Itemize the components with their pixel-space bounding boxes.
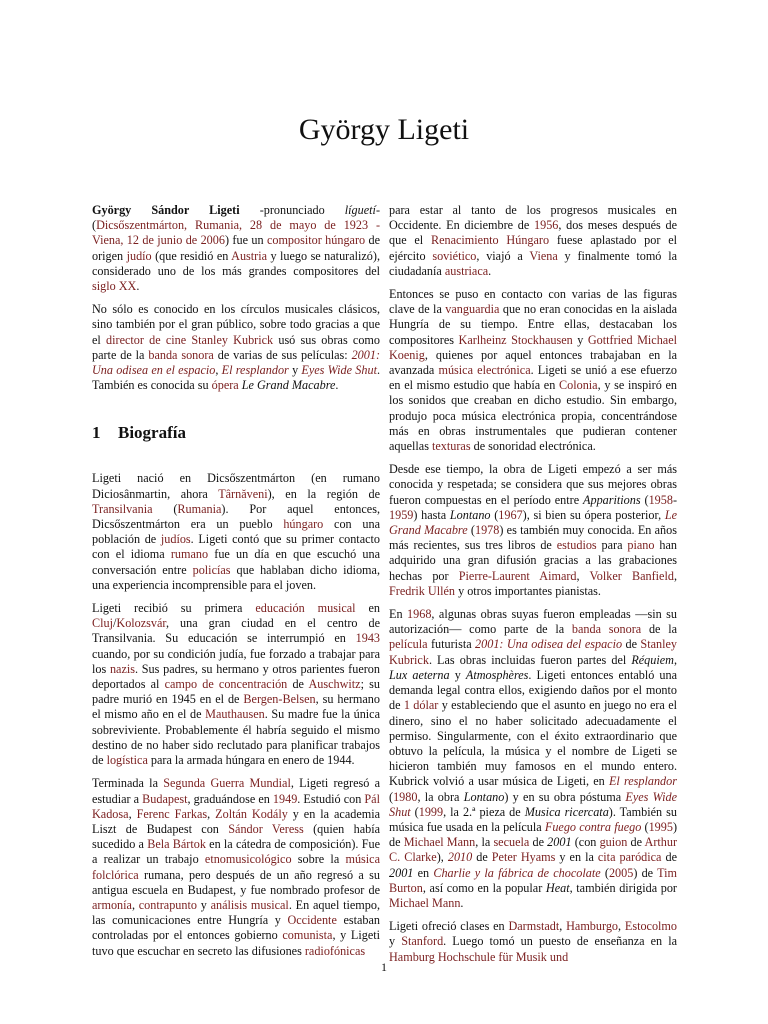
section-heading <box>92 422 380 444</box>
text-run: , quienes por aquel entonces trabajaban en la avanzada <box>389 347 677 378</box>
text-run: en <box>413 865 434 880</box>
text-run: . <box>136 279 140 294</box>
text-run: y finalmente tomó la ciudadanía <box>389 248 678 278</box>
text-run: . También es conocida su <box>92 363 381 393</box>
link[interactable]: Ferenc Farkas <box>136 806 208 821</box>
text-run: , <box>131 897 139 912</box>
text-run: y otros importantes pianistas. <box>455 583 601 598</box>
text-run: - ( <box>92 203 380 233</box>
text-run: . Sus padres, su hermano y otros parientes fueron deportados al <box>92 661 380 692</box>
page-title: György Ligeti <box>298 113 470 146</box>
link[interactable]: 1968 <box>407 607 432 622</box>
text-run: ( <box>640 492 649 507</box>
text-run: ) hasta <box>413 507 450 522</box>
text-run: y luego se naturalizó), considerado uno de los más grandes compositores del <box>92 248 381 278</box>
link[interactable]: música electrónica <box>438 363 531 378</box>
biography-paragraphs <box>92 471 380 958</box>
link[interactable]: 1956 <box>534 218 559 233</box>
link[interactable]: Hamburg Hochschule für Musik und <box>389 949 569 964</box>
text-run: , así como en la popular <box>422 880 546 895</box>
text-run: . En aquel tiempo, las comunicaciones entre Hungría y <box>92 897 380 928</box>
link[interactable]: austriaca <box>444 263 489 278</box>
text-run: , la obra <box>417 789 464 804</box>
section-title: Biografía <box>118 423 186 443</box>
text-run: (que residió en <box>151 248 232 263</box>
text-run: en <box>355 601 380 616</box>
link[interactable]: cita paródica <box>597 850 662 865</box>
paragraph <box>92 776 380 958</box>
text-run: Terminada la <box>92 776 164 791</box>
text-run: , <box>576 568 590 583</box>
link[interactable]: Karlheinz Stockhausen <box>458 332 573 347</box>
link[interactable]: Eyes Wide Shut <box>301 363 377 378</box>
text-run: ( <box>152 501 178 516</box>
text-run: (quien había sucedido a <box>92 821 380 852</box>
link[interactable]: El resplandor <box>221 363 289 378</box>
link[interactable]: 1943 <box>355 631 380 646</box>
link[interactable]: El resplandor <box>608 774 677 789</box>
text-run: ), <box>436 850 448 865</box>
link[interactable]: 1978 <box>474 523 500 538</box>
text-run: de <box>627 835 645 850</box>
text-run: Desde ese tiempo, la obra de Ligeti empezó a ser más conocida y respetada; se considera que sus mejores obras fueron compuestas en el período entre <box>389 462 677 507</box>
page-number: 1 <box>381 960 387 974</box>
text-run: de la <box>641 622 678 637</box>
link[interactable]: judío <box>126 248 152 263</box>
link[interactable]: 2005 <box>608 865 634 880</box>
text-run: , <box>128 806 137 821</box>
text-run: estaban controladas por el entonces gobierno <box>92 913 381 943</box>
link[interactable]: 1958 <box>648 492 673 507</box>
text-run: Ligeti ofreció clases en <box>389 919 509 934</box>
text-run: ) y en su obra póstuma <box>504 789 626 804</box>
link[interactable]: Colonia <box>559 378 598 393</box>
link[interactable]: Tim Burton <box>389 865 677 895</box>
text-run: ) es también muy conocida. En años más recientes, sus tres libros de <box>389 523 677 553</box>
link[interactable]: Darmstadt <box>508 919 560 934</box>
text-run: , graduándose en <box>187 791 273 806</box>
paragraph <box>92 471 380 593</box>
text-run: líguetí <box>344 203 376 217</box>
link[interactable]: análisis musical <box>210 897 289 912</box>
link[interactable]: Arthur C. Clarke <box>389 835 678 865</box>
link[interactable]: música folclórica <box>92 852 380 882</box>
text-run: para <box>596 538 628 553</box>
link[interactable]: campo de concentración <box>164 677 288 692</box>
link[interactable]: piano <box>627 538 655 553</box>
text-run: fue un día en que escuchó una conversación entre <box>92 547 380 577</box>
text-run: György Sándor Ligeti <box>92 203 240 217</box>
text-run: . <box>335 378 339 393</box>
text-run: y <box>196 897 211 912</box>
text-run: - <box>672 492 678 507</box>
link[interactable]: húngaro <box>283 517 324 532</box>
link[interactable]: 1999 <box>418 804 444 819</box>
link[interactable]: Kolozsvár <box>116 616 166 631</box>
text-run: en la cátedra de composición). Fue a realizar un trabajo <box>92 837 380 867</box>
link[interactable]: Mauthausen <box>205 707 265 722</box>
text-run: ; su padre murió en 1945 en el de <box>92 677 380 707</box>
text-run: , Ligeti regresó a estudiar a <box>92 776 380 806</box>
text-run: ( <box>410 804 419 819</box>
link[interactable]: Le Grand Macabre <box>389 507 678 538</box>
text-run: de origen <box>92 233 380 263</box>
paragraph <box>92 302 380 393</box>
text-run: , <box>559 919 567 934</box>
text-run: y <box>572 332 588 347</box>
link[interactable]: nazis <box>109 661 135 676</box>
link[interactable]: vanguardia <box>445 302 500 317</box>
text-run: , <box>673 652 677 667</box>
text-run: Réquiem <box>631 652 674 667</box>
paragraph <box>389 462 677 599</box>
link[interactable]: etnomusicológico <box>204 852 292 867</box>
text-run: , <box>673 568 677 583</box>
text-run: ), si bien su ópera posterior, <box>522 507 665 522</box>
link[interactable]: Pál Kadosa <box>92 791 380 821</box>
text-run: En <box>389 607 408 622</box>
link[interactable]: Fuego contra fuego <box>544 819 642 834</box>
text-run: , algunas obras suyas fueron empleadas —sin su autorización— como parte de la <box>389 607 678 637</box>
link[interactable]: director de cine Stanley Kubrick <box>106 332 274 347</box>
link[interactable]: Budapest <box>142 791 188 806</box>
link[interactable]: educación musical <box>255 601 356 616</box>
text-run: , su hermano el mismo año en el de <box>92 692 380 722</box>
link[interactable]: 1995 <box>648 819 673 834</box>
text-run: ) fue un <box>224 233 267 248</box>
text-run: y en la academia Liszt de Budapest con <box>92 806 381 836</box>
link[interactable]: Târnăveni <box>218 486 268 501</box>
text-run: de <box>661 850 677 865</box>
text-run: de <box>529 835 548 850</box>
text-run: Lontano <box>449 507 491 522</box>
link[interactable]: Volker Banfield <box>589 568 674 583</box>
text-run: y <box>288 363 302 378</box>
link[interactable]: comunista <box>282 928 333 943</box>
link[interactable]: Charlie y la fábrica de chocolate <box>433 865 601 880</box>
text-run: 2001 <box>547 835 572 850</box>
text-run: rumana, pero después de un año regresó a su antigua escuela en Budapest, y fue nombrado profesor de <box>92 867 380 897</box>
text-run: ) de <box>389 819 677 850</box>
link[interactable]: soviético <box>432 248 477 263</box>
link[interactable]: Estocolmo <box>624 919 678 934</box>
text-run: han adquirido una gran difusión gracias a las grabaciones hechas por <box>389 538 677 583</box>
link[interactable]: estudios <box>556 538 597 553</box>
link[interactable]: Renacimiento Húngaro <box>430 233 550 248</box>
paragraph <box>389 919 677 965</box>
link[interactable]: Occidente <box>287 913 337 928</box>
text-run: / <box>113 616 117 631</box>
text-run: Entonces se puso en contacto con varias de las figuras clave de la <box>389 287 677 317</box>
link[interactable]: Stanley Kubrick <box>389 637 677 667</box>
text-run: sobre la <box>291 852 346 867</box>
link[interactable]: Rumania <box>177 501 222 516</box>
text-run: ( <box>490 507 499 522</box>
text-run: Apparitions <box>583 492 641 507</box>
text-run: Ligeti recibió su primera <box>92 601 256 616</box>
text-run: para estar al tanto de los progresos musicales en Occidente. En diciembre de <box>389 203 677 233</box>
link[interactable]: siglo XX <box>92 279 137 294</box>
text-run: de <box>472 850 492 865</box>
text-run: , la <box>475 835 494 850</box>
link[interactable]: 1967 <box>498 507 523 522</box>
text-run: que hablaban dicho idioma, una experiencia incomprensible para el joven. <box>92 562 380 592</box>
link[interactable]: secuela <box>493 835 530 850</box>
link[interactable]: compositor húngaro <box>266 233 366 248</box>
link[interactable]: 1959 <box>389 507 414 522</box>
intro-paragraphs <box>92 203 380 393</box>
paragraph <box>389 287 677 454</box>
text-run: Lontano <box>463 789 505 804</box>
text-run: y estableciendo que el asunto en juego no era el dinero, sino el no haber solicitado adecuadamente el permiso. Singularmente, con el éxito extraordinario que obtuvo la película, la música y el nombre de Ligeti se hicieron también muy famosos en el mundo entero. Kubrick volvió a usar música de Ligeti, en <box>389 698 677 789</box>
text-run: con una población de <box>92 517 381 547</box>
text-run: . Luego tomó un puesto de enseñanza en la <box>443 934 677 949</box>
text-run: Le Grand Macabre <box>241 378 336 393</box>
text-run: , <box>207 806 216 821</box>
text-run: . Las obras incluidas fueron partes del <box>428 652 632 667</box>
text-run: , también dirigida por <box>569 880 677 895</box>
text-run: Atmosphères <box>465 667 529 682</box>
text-run: No sólo es conocido en los círculos musicales clásicos, sino también por el gran público, sobre todo gracias a que el <box>92 302 380 347</box>
text-run: que no eran conocidas en la aislada Hungría de su tiempo. Entre ellas, destacaban los compositores <box>389 302 678 347</box>
link[interactable]: Fredrik Ullén <box>389 583 456 598</box>
text-run: cuando, por su condición judía, fue forzado a trabajar para los <box>92 646 380 676</box>
link[interactable]: Peter Hyams <box>491 850 556 865</box>
link[interactable]: Austria <box>231 248 268 263</box>
link[interactable]: Viena <box>529 248 558 263</box>
text-run: ). También su música fue usada en la película <box>389 804 677 834</box>
link[interactable]: Segunda Guerra Mundial <box>163 776 291 791</box>
link[interactable]: 2010 <box>447 850 473 865</box>
text-run: . Ligeti se unió a ese efuerzo en el mismo estudio que había en <box>389 363 677 393</box>
text-run: , dos meses después de que el <box>389 218 677 248</box>
link[interactable]: 2001: Una odisea del espacio <box>475 637 623 652</box>
text-run: 2001 <box>389 865 414 880</box>
link[interactable]: Cluj <box>92 616 113 631</box>
link[interactable]: 1949 <box>272 791 298 806</box>
link[interactable]: Gottfried Michael Koenig <box>389 332 678 362</box>
link[interactable]: policías <box>192 562 231 577</box>
text-run: fuese aplastado por el ejército <box>389 233 677 263</box>
link[interactable]: Eyes Wide Shut <box>389 789 678 819</box>
link[interactable]: Michael Mann <box>389 895 461 910</box>
text-run: . Estudió con <box>297 791 365 806</box>
link[interactable]: texturas <box>431 439 471 454</box>
text-run: Ligeti nació en Dicsőszentmárton (en rumano Diciosânmartin, ahora <box>92 471 380 501</box>
text-run: usó sus obras como parte de la <box>92 332 380 362</box>
link[interactable]: Zoltán Kodály <box>215 806 288 821</box>
text-run: y en la <box>555 850 598 865</box>
left-column <box>92 203 380 967</box>
text-run: Heat <box>545 880 570 895</box>
text-run: futurista <box>427 637 476 652</box>
link[interactable]: armonía <box>92 897 132 912</box>
text-run: de <box>287 677 309 692</box>
link[interactable]: película <box>389 637 428 652</box>
link[interactable]: Michael Mann <box>403 835 476 850</box>
text-run: para la armada húngara en enero de 1944. <box>147 753 355 768</box>
link[interactable]: contrapunto <box>138 897 197 912</box>
text-run: de sonoridad electrónica. <box>470 439 596 454</box>
link[interactable]: Bela Bártok <box>147 837 206 852</box>
link[interactable]: logística <box>106 753 148 768</box>
paragraph <box>92 601 380 768</box>
text-run: , una gran ciudad en el centro de Transilvania. Su educación se interrumpió en <box>92 616 380 646</box>
link[interactable]: Auschwitz <box>308 677 361 692</box>
text-run: , la 2.ª pieza de <box>443 804 525 819</box>
link[interactable]: Hamburgo <box>566 919 619 934</box>
link[interactable]: Stanford <box>401 934 444 949</box>
biography-paragraphs-continued <box>389 203 677 965</box>
link[interactable]: 2001: Una odisea en el espacio <box>92 347 381 378</box>
text-run: -pronunciado <box>239 203 345 217</box>
link[interactable]: 1 dólar <box>403 698 439 713</box>
text-run: ) de <box>633 865 658 880</box>
section-number: 1 <box>92 423 101 443</box>
text-run: , y Ligeti tuvo que escuchar en secreto las difusiones <box>92 928 381 958</box>
text-run: y <box>449 667 466 682</box>
text-run: ( <box>467 523 475 538</box>
text-run: ( <box>641 819 649 834</box>
link[interactable]: ópera <box>211 378 239 393</box>
link[interactable]: Sándor Veress <box>228 821 304 836</box>
link[interactable]: Dicsőszentmárton, Rumania, 28 de mayo de 1923 - Viena, 12 de junio de 2006 <box>92 218 380 248</box>
link[interactable]: banda sonora <box>148 347 214 362</box>
paragraph <box>389 203 677 279</box>
text-run: ( <box>600 865 609 880</box>
text-run: (con <box>571 835 600 850</box>
text-run: ), en la región de <box>267 486 380 501</box>
link[interactable]: Bergen-Belsen <box>243 692 316 707</box>
paragraph <box>92 203 380 294</box>
text-run: y <box>389 934 402 949</box>
text-run: . Su madre fue la única sobreviviente. Probablemente él habría seguido el mismo destino de no haber sido reclutado para planificar trabajos de <box>92 707 380 768</box>
text-run: , <box>618 919 625 934</box>
text-run: ). Por aquel entonces, Dicsőszentmárton era un pueblo <box>92 501 380 532</box>
link[interactable]: Pierre-Laurent Aimard <box>458 568 577 583</box>
text-run: Musica ricercata <box>524 804 609 819</box>
link[interactable]: rumano <box>170 547 209 562</box>
text-run: , y se inspiró en los sonidos que creaban en dicho estudio. Sin embargo, produjo poca música electrónica propia, concentrándose más en obras instrumentales que pudieran contener aquellas <box>389 378 677 454</box>
link[interactable]: banda sonora <box>571 622 642 637</box>
paragraph <box>389 607 677 911</box>
text-run: Lux aeterna <box>389 667 450 682</box>
link[interactable]: judíos <box>160 532 191 547</box>
text-run: de <box>622 637 641 652</box>
text-run: ( <box>389 789 394 804</box>
text-run: . Ligeti entonces entabló una demanda legal contra ellos, exigiendo daños por el monto de <box>389 667 678 713</box>
link[interactable]: Transilvania <box>92 501 153 516</box>
text-run: , <box>215 363 222 378</box>
text-run: , viajó a <box>476 248 530 263</box>
text-run: . Ligeti contó que su primer contacto con el idioma <box>92 532 380 562</box>
link[interactable]: 1980 <box>393 789 418 804</box>
link[interactable]: guion <box>599 835 628 850</box>
link[interactable]: radiofónicas <box>304 943 366 958</box>
text-run: . <box>460 895 464 910</box>
text-run: . <box>488 263 492 278</box>
text-run: de varias de sus películas: <box>213 347 352 362</box>
right-column <box>389 203 677 973</box>
